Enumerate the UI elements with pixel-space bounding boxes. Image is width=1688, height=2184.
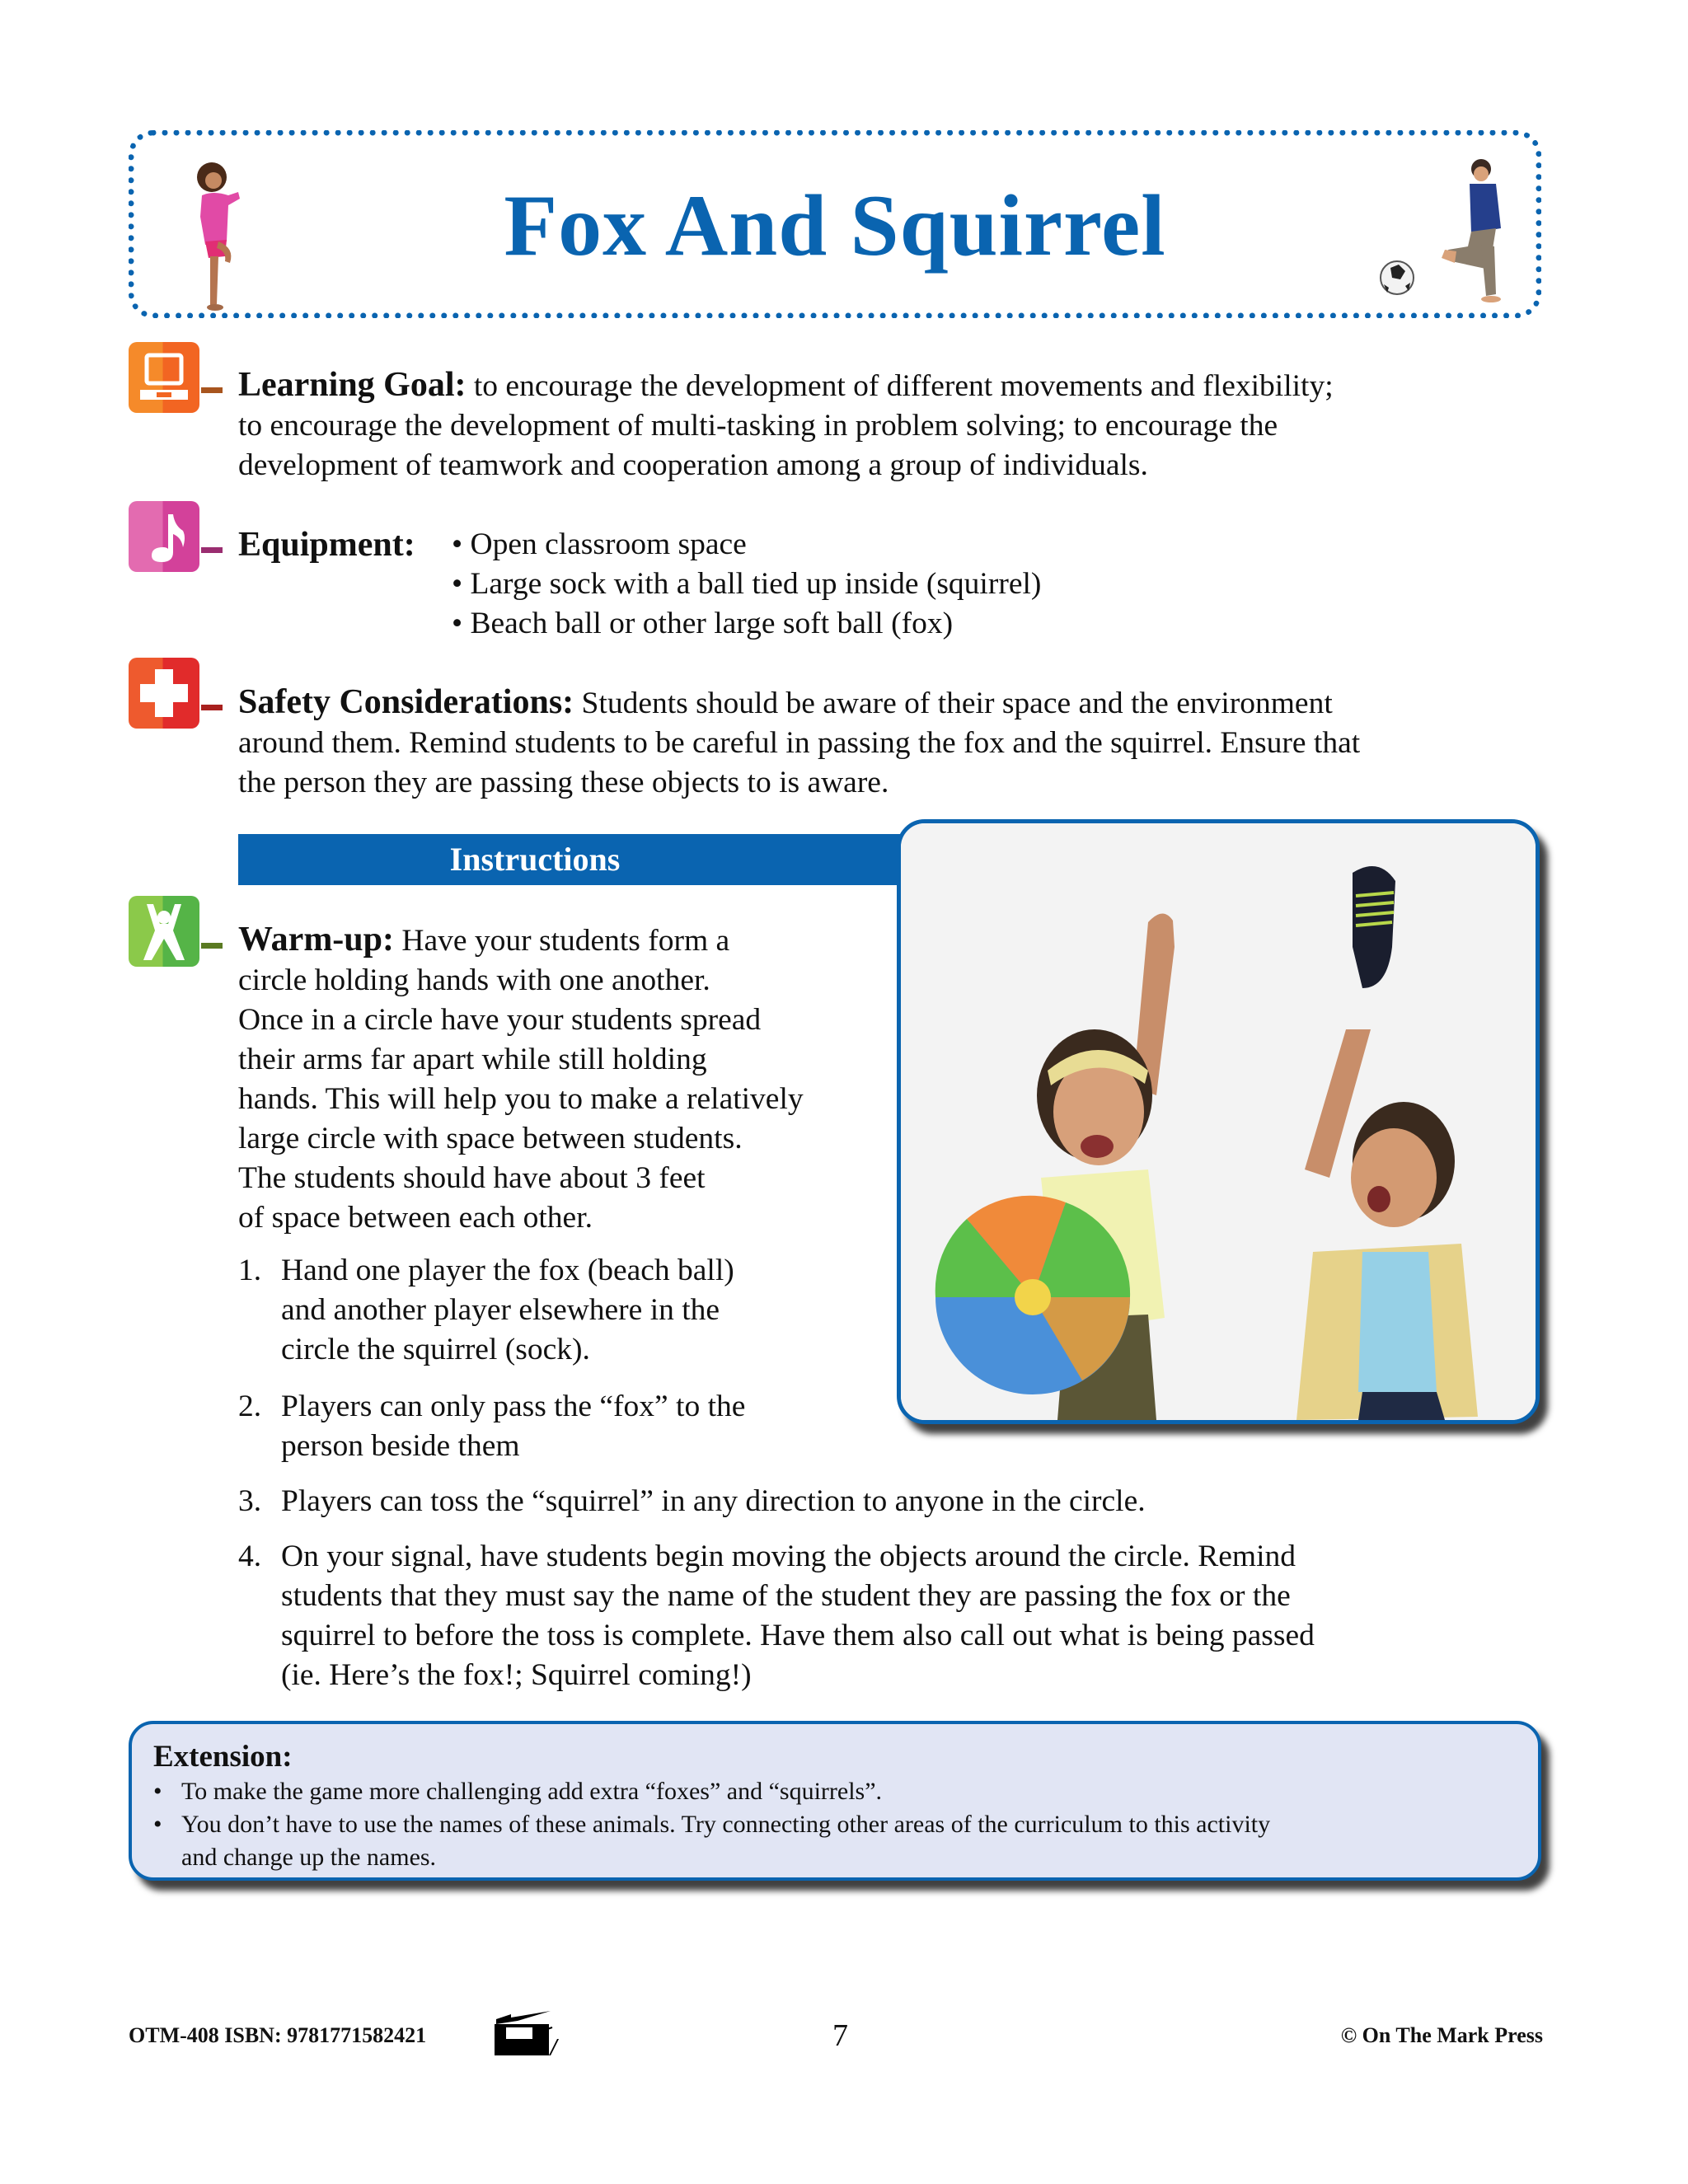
learning-goal-label: Learning Goal: — [238, 366, 467, 404]
extension-title: Extension: — [153, 1740, 293, 1774]
connector-dash — [201, 705, 223, 710]
learning-goal-text: to encourage the development of multi-tasking in problem solving; to encourage the — [238, 409, 1278, 443]
step-number: 3. — [238, 1484, 262, 1518]
connector-dash — [201, 547, 223, 553]
safety-section — [238, 682, 1573, 803]
step-text: person beside them — [281, 1429, 520, 1463]
safety-text: Students should be aware of their space and the environment — [581, 687, 1333, 720]
warmup-text: circle holding hands with one another. — [238, 963, 710, 997]
equipment-item: • Large sock with a ball tied up inside (squirrel) — [452, 567, 1042, 601]
step-text: (ie. Here’s the fox!; Squirrel coming!) — [281, 1658, 752, 1692]
bullet: • — [153, 1811, 162, 1838]
safety-text: the person they are passing these objects to is aware. — [238, 766, 889, 799]
step-text: Players can only pass the “fox” to the — [281, 1390, 746, 1423]
extension-box — [129, 1721, 1541, 1881]
step-text: squirrel to before the toss is complete. Have them also call out what is being passed — [281, 1619, 1315, 1652]
warmup-text: hands. This will help you to make a relatively — [238, 1082, 804, 1116]
warmup-section — [238, 920, 898, 1238]
laptop-icon — [129, 342, 199, 413]
kids-cheering-image — [901, 823, 1536, 1420]
warmup-text: of space between each other. — [238, 1201, 593, 1235]
step-number: 4. — [238, 1540, 262, 1573]
kids-photo — [897, 819, 1540, 1424]
equipment-list — [452, 525, 1358, 644]
instructions-header — [238, 834, 914, 885]
first-aid-cross-icon — [129, 658, 199, 729]
equipment-item: • Beach ball or other large soft ball (fox) — [452, 607, 954, 640]
music-note-icon — [129, 501, 199, 572]
step-text: Players can toss the “squirrel” in any direction to anyone in the circle. — [281, 1484, 1146, 1518]
connector-dash — [201, 387, 223, 393]
equipment-item: • Open classroom space — [452, 527, 747, 561]
page-number: 7 — [832, 2018, 848, 2053]
extension-item-text: You don’t have to use the names of these animals. Try connecting other areas of the curriculum to this activity — [181, 1811, 1271, 1838]
warmup-text: The students should have about 3 feet — [238, 1161, 706, 1195]
title-banner — [129, 130, 1541, 318]
footer-code-isbn: OTM-408 ISBN: 9781771582421 — [129, 2023, 427, 2047]
warmup-text: Once in a circle have your students spread — [238, 1003, 762, 1037]
learning-goal-text: to encourage the development of different movements and flexibility; — [473, 369, 1334, 403]
step-number: 1. — [238, 1254, 262, 1287]
page-title: Fox And Squirrel — [504, 177, 1166, 274]
step-number: 2. — [238, 1390, 262, 1423]
boy-kicking-ball-image — [1366, 154, 1531, 319]
photocopier-icon — [493, 2011, 592, 2057]
warmup-label: Warm-up: — [238, 921, 394, 958]
stretching-person-icon — [129, 896, 199, 967]
warmup-text: Have your students form a — [401, 924, 730, 958]
connector-dash — [201, 943, 223, 949]
equipment-label: Equipment: — [238, 526, 415, 564]
bullet: • — [153, 1778, 162, 1805]
step-text: students that they must say the name of the student they are passing the fox or the — [281, 1579, 1291, 1613]
warmup-text: large circle with space between students. — [238, 1122, 743, 1155]
step-text: On your signal, have students begin moving the objects around the circle. Remind — [281, 1540, 1296, 1573]
learning-goal-text: development of teamwork and cooperation among a group of individuals. — [238, 448, 1148, 482]
step-text: Hand one player the fox (beach ball) — [281, 1254, 734, 1287]
extension-item-text: and change up the names. — [181, 1844, 437, 1871]
instructions-header-label: Instructions — [449, 841, 621, 878]
footer-copyright: © On The Mark Press — [1340, 2023, 1543, 2047]
step-text: and another player elsewhere in the — [281, 1293, 720, 1327]
extension-item-text: To make the game more challenging add extra “foxes” and “squirrels”. — [181, 1778, 883, 1805]
step-text: circle the squirrel (sock). — [281, 1333, 590, 1366]
safety-text: around them. Remind students to be careful in passing the fox and the squirrel. Ensure that — [238, 726, 1361, 760]
learning-goal-section — [238, 365, 1557, 485]
warmup-text: their arms far apart while still holding — [238, 1043, 707, 1076]
safety-label: Safety Considerations: — [238, 683, 574, 721]
